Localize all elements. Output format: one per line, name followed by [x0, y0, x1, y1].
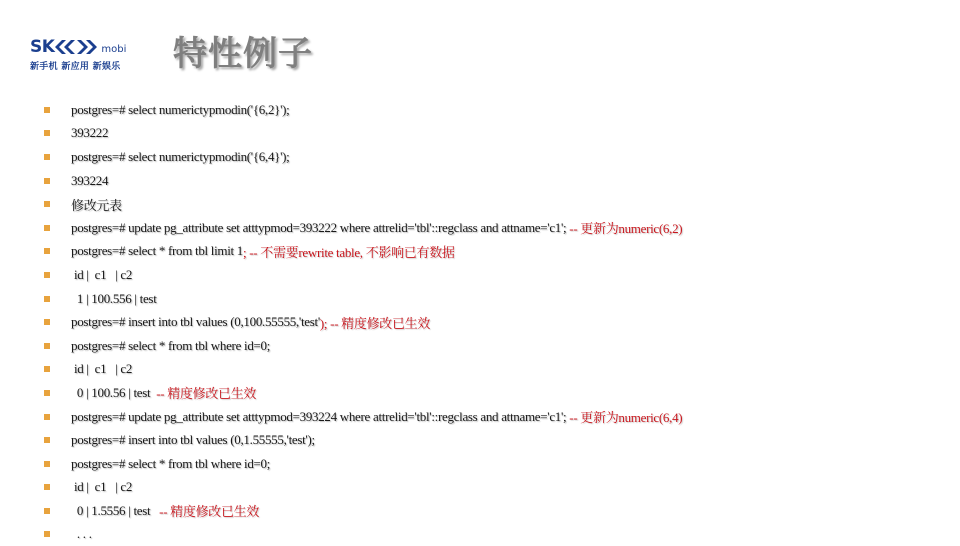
logo-mark — [30, 36, 154, 56]
bullet-line — [44, 381, 944, 405]
square-bullet-icon — [44, 343, 50, 349]
code-text: postgres=# insert into tbl values (0,1.55555,'test'); — [71, 432, 315, 448]
code-text: id | c1 | c2 — [71, 361, 133, 377]
bullet-line — [44, 122, 944, 146]
square-bullet-icon — [44, 414, 50, 420]
code-text: id | c1 | c2 — [71, 479, 133, 495]
comment-note: -- 更新为numeric(6,4) — [569, 410, 683, 426]
slide-title: 特性例子 — [173, 34, 313, 74]
bullet-line — [44, 98, 944, 122]
comment-note: ); -- 精度修改已生效 — [319, 315, 431, 331]
logo-arrows-icon — [55, 40, 99, 54]
bullet-line — [44, 476, 944, 500]
logo-tagline: 新手机 新应用 新娱乐 — [30, 62, 121, 72]
bullet-line — [44, 499, 944, 523]
code-text: 0 | 1.5556 | test — [71, 502, 160, 518]
bullet-line — [44, 169, 944, 193]
bullet-line — [44, 216, 944, 240]
bullet-line — [44, 334, 944, 358]
code-text: id | c1 | c2 — [71, 266, 133, 282]
square-bullet-icon — [44, 461, 50, 467]
code-bullet-list — [44, 98, 944, 546]
bullet-line — [44, 240, 944, 264]
square-bullet-icon — [44, 366, 50, 372]
square-bullet-icon — [44, 178, 50, 184]
square-bullet-icon — [44, 154, 50, 160]
comment-note: -- 更新为numeric(6,2) — [569, 221, 683, 237]
square-bullet-icon — [44, 484, 50, 490]
square-bullet-icon — [44, 272, 50, 278]
square-bullet-icon — [44, 531, 50, 537]
code-text: 0 | 100.56 | test — [71, 384, 157, 400]
code-text: postgres=# update pg_attribute set atttypmod=393224 where attrelid='tbl'::regclass and attname='c1'; — [71, 408, 570, 424]
code-text: postgres=# select * from tbl where id=0; — [71, 455, 271, 471]
bullet-line — [44, 263, 944, 287]
bullet-line — [44, 523, 944, 546]
square-bullet-icon — [44, 107, 50, 113]
bullet-line — [44, 287, 944, 311]
code-text: postgres=# select numerictypmodin('{6,4}'); — [71, 148, 290, 164]
square-bullet-icon — [44, 319, 50, 325]
code-text: postgres=# select * from tbl limit 1 — [71, 243, 244, 259]
bullet-line — [44, 310, 944, 334]
bullet-line — [44, 452, 944, 476]
skymobi-logo — [30, 36, 154, 76]
bullet-line — [44, 428, 944, 452]
comment-note: ; -- 不需要rewrite table, 不影响已有数据 — [243, 244, 455, 260]
code-text: . . . — [71, 526, 92, 542]
code-text: 393222 — [71, 125, 109, 141]
code-text: postgres=# select * from tbl where id=0; — [71, 337, 271, 353]
bullet-line — [44, 358, 944, 382]
bullet-line — [44, 145, 944, 169]
bullet-line — [44, 405, 944, 429]
code-text: 393224 — [71, 172, 109, 188]
square-bullet-icon — [44, 296, 50, 302]
code-text: postgres=# select numerictypmodin('{6,2}'); — [71, 101, 290, 117]
code-text: postgres=# insert into tbl values (0,100.55555,'test' — [71, 314, 320, 330]
comment-note: -- 精度修改已生效 — [156, 386, 257, 402]
logo-brand-text: SK — [30, 37, 55, 57]
square-bullet-icon — [44, 201, 50, 207]
bullet-line — [44, 192, 944, 216]
code-text: 修改元表 — [71, 197, 122, 213]
code-text: 1 | 100.556 | test — [71, 290, 157, 306]
square-bullet-icon — [44, 390, 50, 396]
comment-note: -- 精度修改已生效 — [159, 504, 260, 520]
square-bullet-icon — [44, 248, 50, 254]
square-bullet-icon — [44, 225, 50, 231]
square-bullet-icon — [44, 508, 50, 514]
square-bullet-icon — [44, 130, 50, 136]
square-bullet-icon — [44, 437, 50, 443]
logo-suffix-text: mobi — [101, 44, 127, 55]
code-text: postgres=# update pg_attribute set atttypmod=393222 where attrelid='tbl'::regclass and attname='c1'; — [71, 219, 570, 235]
